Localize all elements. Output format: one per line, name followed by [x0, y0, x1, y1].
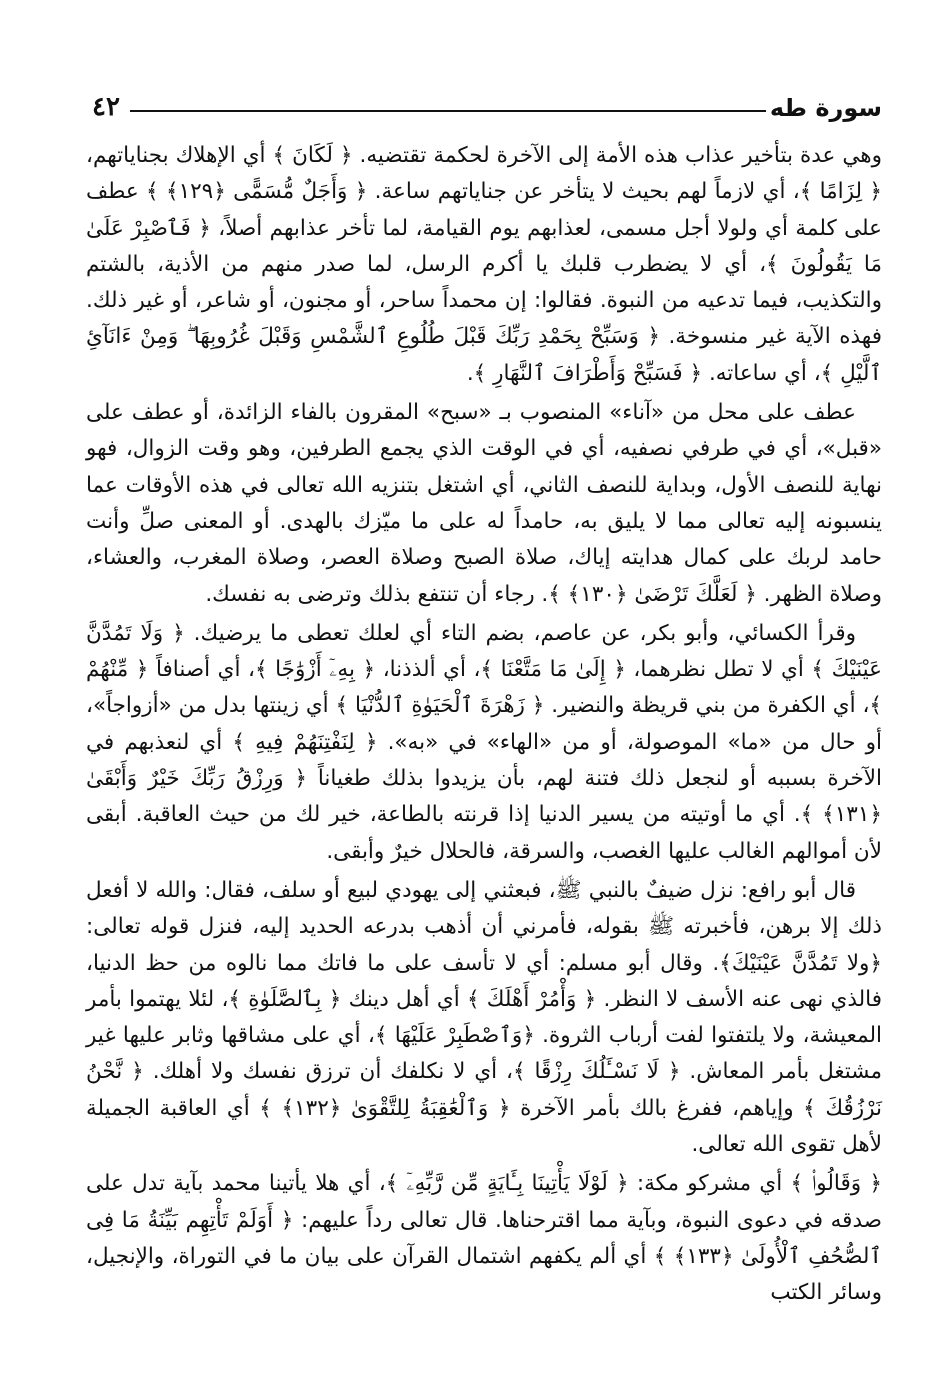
- page-number: ٤٢: [92, 92, 120, 122]
- header-rule: [130, 110, 766, 112]
- body-text: [86, 138, 882, 1315]
- paragraph-2: عطف على محل من «آناء» المنصوب بـ «سبح» المقرون بالفاء الزائدة، أو عطف على «قبل»، أي في طرفي نصفيه، أي في الوقت الذي يجمع الطرفين، وهو وقت الزوال، فهو نهاية للنصف الأول، وبداية للنصف الثاني، أي اشتغل بتنزيه الله تعالى في هذه الأوقات عما ينسبونه إليه تعالى مما لا يليق به، حامداً له على ما ميّزك بالهدى. أو المعنى صلِّ وأنت حامد لربك على كمال هدايته إياك، صلاة الصبح وصلاة العصر، وصلاة المغرب، والعشاء، وصلاة الظهر. ﴿ لَعَلَّكَ تَرْضَىٰ ﴿١٣٠﴾ ﴾. رجاء أن تنتفع بذلك وترضى به نفسك.: [86, 400, 882, 607]
- paragraph-5: ﴿ وَقَالُوا۟ ﴾ أي مشركو مكة: ﴿ لَوْلَا يَأْتِينَا بِـَٔايَةٍ مِّن رَّبِّهِۦٓ ﴾، أي هلا يأتينا محمد بآية تدل على صدقه في دعوى النبوة، وبآية مما اقترحناها. قال تعالى رداً عليهم: ﴿ أَوَلَمْ تَأْتِهِم بَيِّنَةُ مَا فِى ٱلصُّحُفِ ٱلْأُولَىٰ ﴿١٣٣﴾ ﴾ أي ألم يكفهم اشتمال القرآن على بيان ما في التوراة، والإنجيل، وسائر الكتب: [86, 1171, 882, 1306]
- running-header: [86, 80, 882, 120]
- paragraph-4: قال أبو رافع: نزل ضيفٌ بالنبي ﷺ، فبعثني إلى يهودي لبيع أو سلف، فقال: والله لا أفعل ذلك إلا برهن، فأخبرته ﷺ بقوله، فأمرني أن أذهب بدرعه الحديد إليه، فنزل قوله تعالى: ﴿ولا تَمُدَّنَّ عَيْنَيْكَ﴾. وقال أبو مسلم: أي لا تأسف على ما فاتك مما نالوه من حظ الدنيا، فالذي نهى عنه الأسف لا النظر. ﴿ وَأْمُرْ أَهْلَكَ ﴾ أي أهل دينك ﴿ بِٱلصَّلَوٰةِ ﴾، لئلا يهتموا بأمر المعيشة، ولا يلتفتوا لفت أرباب الثروة. ﴿وَٱصْطَبِرْ عَلَيْهَا ﴾، أي على مشاقها وثابر عليها غير مشتغل بأمر المعاش. ﴿ لَا نَسْـَٔلُكَ رِزْقًا ﴾، أي لا نكلفك أن ترزق نفسك ولا أهلك. ﴿ نَّحْنُ نَرْزُقُكَ ﴾ وإياهم، ففرغ بالك بأمر الآخرة ﴿ وَٱلْعَٰقِبَةُ لِلتَّقْوَىٰ ﴿١٣٢﴾ ﴾ أي العاقبة الجميلة لأهل تقوى الله تعالى.: [86, 877, 882, 1158]
- paragraph-1: وهي عدة بتأخير عذاب هذه الأمة إلى الآخرة لحكمة تقتضيه. ﴿ لَكَانَ ﴾ أي الإهلاك بجناياتهم، ﴿ لِزَامًا ﴾، أي لازماً لهم بحيث لا يتأخر عن جناياتهم ساعة. ﴿ وَأَجَلٌ مُّسَمًّى ﴿١٢٩﴾ ﴾ عطف على كلمة أي ولولا أجل مسمى، لعذابهم يوم القيامة، لما تأخر عذابهم أصلاً، ﴿ فَٱصْبِرْ عَلَىٰ مَا يَقُولُونَ ﴾، أي لا يضطرب قلبك يا أكرم الرسل، لما صدر منهم من الأذية، بالشتم والتكذيب، فيما تدعيه من النبوة. فقالوا: إن محمداً ساحر، أو مجنون، أو شاعر، أو غير ذلك. فهذه الآية غير منسوخة. ﴿ وَسَبِّحْ بِحَمْدِ رَبِّكَ قَبْلَ طُلُوعِ ٱلشَّمْسِ وَقَبْلَ غُرُوبِهَا ۖ وَمِنْ ءَانَآئِ ٱلَّيْلِ ﴾، أي ساعاته. ﴿ فَسَبِّحْ وَأَطْرَافَ ٱلنَّهَارِ ﴾.: [86, 143, 882, 386]
- paragraph-3: وقرأ الكسائي، وأبو بكر، عن عاصم، بضم التاء أي لعلك تعطى ما يرضيك. ﴿ وَلَا تَمُدَّنَّ عَيْنَيْكَ ﴾ أي لا تطل نظرهما، ﴿ إِلَىٰ مَا مَتَّعْنَا ﴾، أي ألذذنا، ﴿ بِهِۦٓ أَزْوَٰجًا ﴾، أي أصنافاً ﴿ مِّنْهُمْ ﴾، أي الكفرة من بني قريظة والنضير. ﴿ زَهْرَةَ ٱلْحَيَوٰةِ ٱلدُّنْيَا ﴾ أي زينتها بدل من «أزواجاً»، أو حال من «ما» الموصولة، أو من «الهاء» في «به». ﴿ لِنَفْتِنَهُمْ فِيهِ ﴾ أي لنعذبهم في الآخرة بسببه أو لنجعل ذلك فتنة لهم، بأن يزيدوا بذلك طغياناً ﴿ وَرِزْقُ رَبِّكَ خَيْرٌ وَأَبْقَىٰ ﴿١٣١﴾ ﴾. أي ما أوتيته من يسير الدنيا إذا قرنته بالطاعة، خير لك من حيث العاقبة. أبقى لأن أموالهم الغالب عليها الغصب، والسرقة، فالحلال خيرٌ وأبقى.: [86, 620, 882, 864]
- surah-name: سورة طه: [769, 94, 882, 122]
